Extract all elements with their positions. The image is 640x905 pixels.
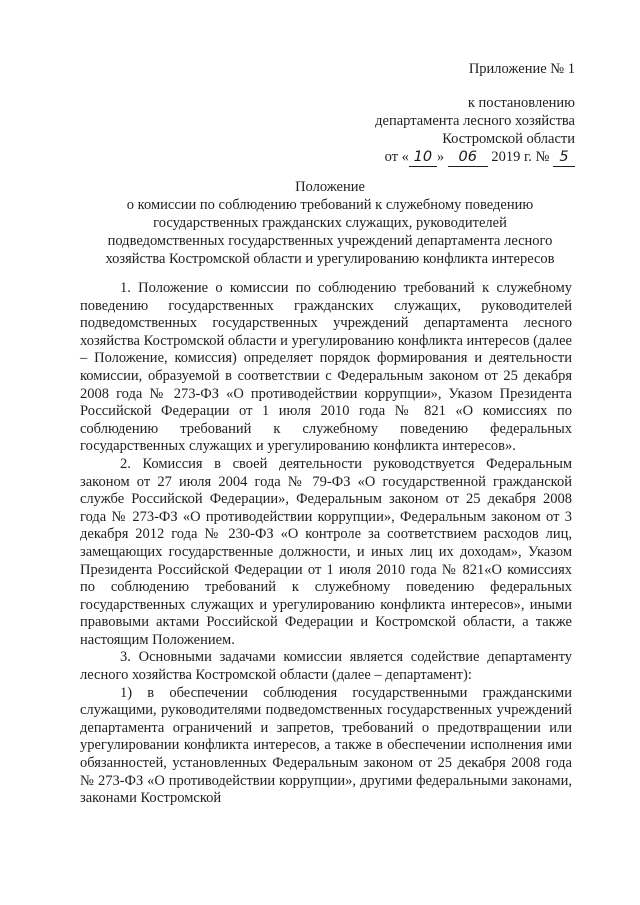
date-prefix: от «: [384, 149, 409, 165]
paragraph-3-item-1: 1) в обеспечении соблюдения государственными гражданскими служащими, руководителями подведомственных государственных учреждений департамента ограничений и запретов, требований о предотвращении или урегулировании конфликта интересов, а также в обеспечении исполнения ими обязанностей, установленных Федеральным законом от 25 декабря 2008 года № 273-ФЗ «О противодействии коррупции», другими федеральными законами, законами Костромской: [80, 684, 572, 807]
appendix-number: Приложение № 1: [468, 61, 575, 77]
handwritten-day: 10: [409, 148, 437, 167]
paragraph-3: 3. Основными задачами комиссии является содействие департаменту лесного хозяйства Костромской области (далее – департамент):: [80, 649, 572, 684]
handwritten-number: 5: [553, 148, 575, 167]
title-line-1: о комиссии по соблюдению требований к служебному поведению: [126, 197, 534, 213]
appendix-header: [300, 60, 575, 167]
appendix-line-1: к постановлению: [467, 95, 575, 111]
resolution-date-line: [300, 148, 575, 167]
title-line-4: хозяйства Костромской области и урегулированию конфликта интересов: [105, 251, 555, 267]
regulation-body: [80, 280, 572, 808]
date-mid: »: [436, 149, 445, 165]
appendix-line-3: Костромской области: [442, 131, 575, 147]
handwritten-month: 06: [448, 148, 488, 167]
document-heading: Положение: [295, 179, 365, 195]
appendix-line-2: департамента лесного хозяйства: [375, 113, 575, 129]
date-year: 2019 г. №: [491, 149, 550, 165]
regulation-title: [70, 178, 590, 268]
title-line-2: государственных гражданских служащих, руководителей: [153, 215, 507, 231]
title-line-3: подведомственных государственных учреждений департамента лесного: [107, 233, 553, 249]
paragraph-1: 1. Положение о комиссии по соблюдению требований к служебному поведению государственных гражданских служащих, руководителей подведомственных государственных учреждений департамента лесного хозяйства Костромской области и урегулированию конфликта интересов (далее – Положение, комиссия) определяет порядок формирования и деятельности комиссии, образуемой в соответствии с Федеральным законом от 25 декабря 2008 года № 273-ФЗ «О противодействии коррупции», Указом Президента Российской Федерации от 1 июля 2010 года № 821 «О комиссиях по соблюдению требований к служебному поведению федеральных государственных служащих и урегулированию конфликта интересов».: [80, 280, 572, 455]
paragraph-2: 2. Комиссия в своей деятельности руководствуется Федеральным законом от 27 июля 2004 года № 79-ФЗ «О государственной гражданской службе Российской Федерации», Федеральным законом от 25 декабря 2008 года № 273-ФЗ «О противодействии коррупции», Федеральным законом от 3 декабря 2012 года № 230-ФЗ «О контроле за соответствием расходов лиц, замещающих государственные должности, и иных лиц их доходам», Указом Президента Российской Федерации от 1 июля 2010 года № 821«О комиссиях по соблюдению требований к служебному поведению федеральных государственных служащих и урегулированию конфликта интересов», иными правовыми актами Российской Федерации и Костромской области, а также настоящим Положением.: [80, 455, 572, 648]
